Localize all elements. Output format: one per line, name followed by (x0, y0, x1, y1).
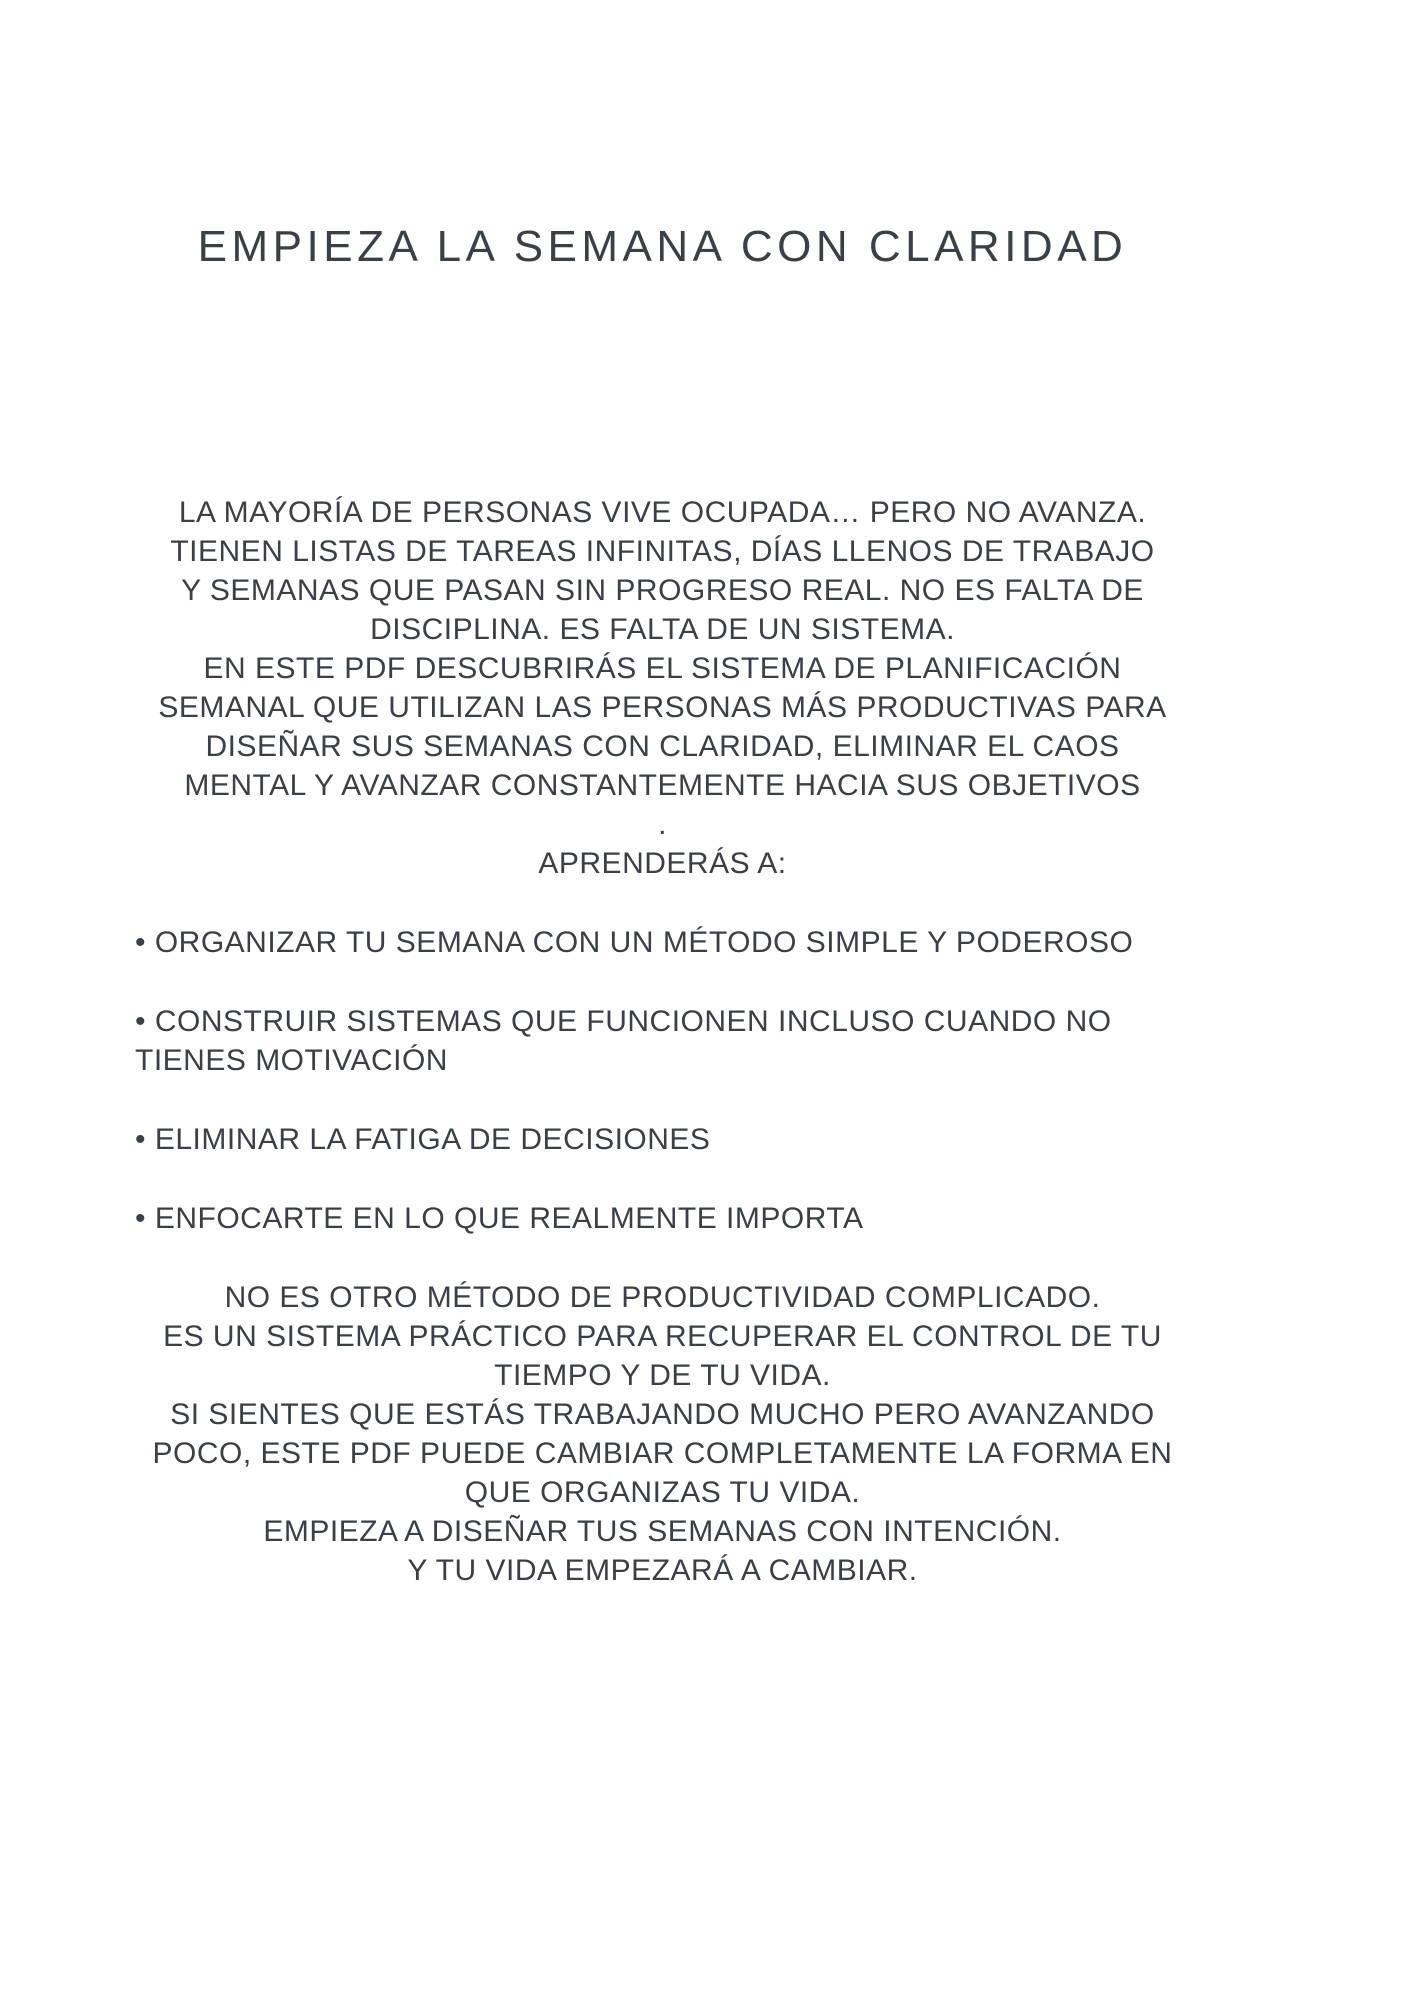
outro-line: QUE ORGANIZAS TU VIDA. (464, 1476, 861, 1509)
intro-line: Y SEMANAS QUE PASAN SIN PROGRESO REAL. NO ES FALTA DE (181, 574, 1144, 607)
outro-paragraph (135, 1278, 1190, 1590)
bullet-item: • CONSTRUIR SISTEMAS QUE FUNCIONEN INCLUSO CUANDO NO TIENES MOTIVACIÓN (135, 1005, 1112, 1077)
intro-line: APRENDERÁS A: (538, 847, 787, 880)
bullet-item: • ENFOCARTE EN LO QUE REALMENTE IMPORTA (135, 1202, 864, 1235)
intro-line: DISCIPLINA. ES FALTA DE UN SISTEMA. (370, 613, 955, 646)
intro-line: TIENEN LISTAS DE TAREAS INFINITAS, DÍAS LLENOS DE TRABAJO (170, 535, 1155, 568)
page-title: EMPIEZA LA SEMANA CON CLARIDAD (197, 222, 1128, 271)
outro-line: SI SIENTES QUE ESTÁS TRABAJANDO MUCHO PERO AVANZANDO (170, 1398, 1155, 1431)
intro-line: EN ESTE PDF DESCUBRIRÁS EL SISTEMA DE PLANIFICACIÓN (203, 652, 1122, 685)
intro-paragraph (135, 493, 1190, 883)
outro-line: EMPIEZA A DISEÑAR TUS SEMANAS CON INTENCIÓN. (263, 1515, 1062, 1548)
outro-line: NO ES OTRO MÉTODO DE PRODUCTIVIDAD COMPLICADO. (224, 1281, 1101, 1314)
bullet-item: • ORGANIZAR TU SEMANA CON UN MÉTODO SIMPLE Y PODEROSO (135, 926, 1134, 959)
intro-line: MENTAL Y AVANZAR CONSTANTEMENTE HACIA SUS OBJETIVOS (184, 769, 1141, 802)
outro-line: POCO, ESTE PDF PUEDE CAMBIAR COMPLETAMENTE LA FORMA EN (152, 1437, 1173, 1470)
content-area (135, 0, 1190, 1590)
intro-line: . (658, 808, 667, 841)
bullet-list (135, 923, 1190, 1238)
bullet-item: • ELIMINAR LA FATIGA DE DECISIONES (135, 1123, 711, 1156)
outro-line: Y TU VIDA EMPEZARÁ A CAMBIAR. (407, 1554, 918, 1587)
outro-line: TIEMPO Y DE TU VIDA. (494, 1359, 831, 1392)
intro-line: SEMANAL QUE UTILIZAN LAS PERSONAS MÁS PRODUCTIVAS PARA (158, 691, 1167, 724)
intro-line: LA MAYORÍA DE PERSONAS VIVE OCUPADA… PERO NO AVANZA. (178, 496, 1147, 529)
outro-line: ES UN SISTEMA PRÁCTICO PARA RECUPERAR EL CONTROL DE TU (163, 1320, 1162, 1353)
intro-line: DISEÑAR SUS SEMANAS CON CLARIDAD, ELIMINAR EL CAOS (205, 730, 1120, 763)
